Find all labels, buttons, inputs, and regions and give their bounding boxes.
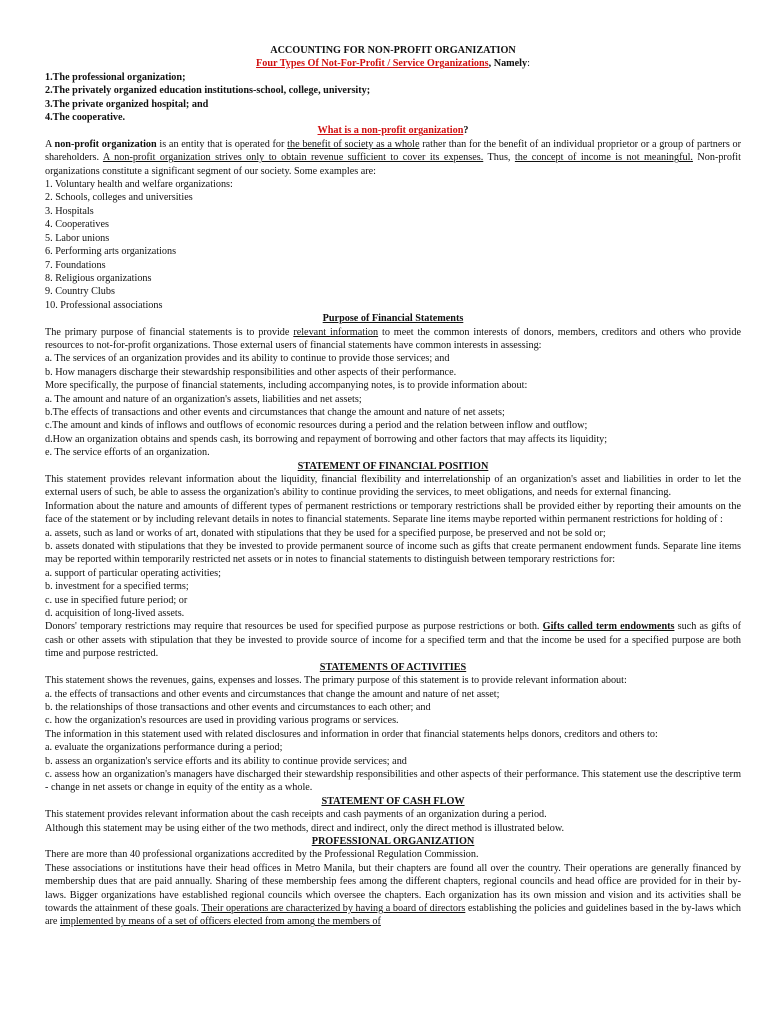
org-type-item: 4.The cooperative.	[45, 112, 126, 124]
sfp-emphasis: an organization's asset and	[506, 474, 620, 485]
sfp-paragraph: Information about the nature and amounts of different types of permanent restrictions or temporary restrictions shall be provided either by reporting their amounts on the face of the statement or by including relevant details in notes to financial statements. Separate line items maybe reported within permanent restrictions for holding of :	[45, 500, 741, 526]
sfp-item: a. assets, such as land or works of art, donated with stipulations that they be used for a specified purpose, be preserved and not be sold or;	[45, 527, 606, 539]
intro-text: A	[45, 138, 55, 150]
example-item: 5. Labor unions	[45, 232, 110, 244]
sfp-emphasis: organization's ability to continue providing the services, to	[223, 487, 462, 499]
soa-emphasis: an organization's	[102, 768, 171, 780]
sfp-emphasis: Donors' temporary restrictions may require that resources be used	[45, 621, 318, 633]
sfp-text: meet obligations, and needs for external financing.	[461, 487, 672, 499]
org-type-item: 2.The privately organized education institutions-school, college, university;	[45, 85, 371, 97]
intro-text: Non-profit organizations constitute a significant segment of our society. Some examples are:	[45, 152, 741, 177]
sfp-text: such as gifts of cash or other assets with stipulation that they be invested to provide source of income for a specified term and that the income be used for a specified purpose are both time and purpose restricted.	[45, 621, 741, 660]
example-item: 4. Cooperatives	[45, 219, 109, 231]
purpose-text: assets;	[332, 393, 362, 405]
example-item: 1. Voluntary health and welfare organizations:	[45, 179, 233, 191]
document-page	[45, 44, 741, 929]
subtitle-rest: , Namely	[488, 58, 528, 70]
purpose-item: b. How managers discharge their stewardship responsibilities and other aspects of their performance.	[45, 366, 457, 378]
question-mark: ?	[463, 125, 469, 137]
purpose-item: a. The services of an organization provides and its ability to continue to provide those services; and	[45, 353, 450, 365]
purpose-underlined: relevant information	[293, 326, 379, 338]
intro-underlined: A non-profit organization strives only to obtain revenue sufficient to cover its expenses.	[102, 152, 484, 164]
document-subtitle	[45, 57, 741, 70]
purpose-list-item: b.The effects of transactions and other events and circumstances that change the amount and nature of net assets;	[45, 406, 505, 418]
sfp-restriction-item: c. use in specified future period; or	[45, 594, 188, 606]
soa-emphasis: c. how the organization's resources are used in	[45, 715, 234, 727]
intro-paragraph	[45, 138, 741, 178]
soa-emphasis: b. assess an organization's service efforts and its ability to	[45, 755, 281, 767]
soa-eval-item: a. evaluate the organizations performance during a period;	[45, 742, 283, 754]
sfp-restriction-item: d. acquisition of long-lived assets.	[45, 608, 185, 620]
purpose-list-item: c.The amount and kinds of inflows and outflows of economic resources during a period and the relation between inflow and outflow;	[45, 420, 588, 432]
soa-paragraph: The information in this statement used with related disclosures and information in order that financial statements helps donors, creditors and others to:	[45, 728, 658, 740]
soa-text: managers have discharged their stewardship responsibilities and other aspects of their performance. This statement use the descriptive term - change in net assets or change in equity of the entity as a whole.	[45, 768, 741, 794]
purpose-heading: Purpose of Financial Statements	[322, 313, 464, 325]
intro-text: rather than for the benefit of an individual proprietor or a group of partners or shareholders.	[45, 138, 741, 164]
intro-text: is an entity that is operated for	[156, 138, 288, 150]
sfp-text: This statement provides relevant information about the liquidity, financial flexibility and interrelationship of	[45, 474, 507, 485]
purpose-text: a. The amount and nature of	[45, 393, 163, 405]
po-underlined: implemented by means of a set of officers elected from among the members of	[59, 916, 381, 928]
sfp-term: Gifts called term endowments	[542, 621, 675, 633]
sfp-paragraph	[45, 473, 741, 500]
sfp-text: liabilities in order to let the external users of such, be able to assess the	[45, 474, 741, 499]
po-text: These associations or institutions have their head offices in Metro Manila, but their chapters are found all over the country. Their operations are generally financed by membership dues that are paid annually. Sharing of these membership fees among the different chapters, regional councils and head office are provided for in their by-laws. Bigger organizations have established regional councils which oversee the chapters. Each organization has its own mission and vision and its activities shall be towards the attainment of these goals.	[45, 862, 741, 914]
org-types-list	[45, 71, 741, 125]
example-item: 3. Hospitals	[45, 205, 94, 217]
sfp-restriction-item: a. support of particular operating activities;	[45, 567, 221, 579]
example-item: 2. Schools, colleges and universities	[45, 192, 193, 204]
intro-text: Thus,	[483, 152, 515, 164]
org-type-item: 3.The private organized hospital; and	[45, 98, 209, 110]
soa-item: a. the effects of transactions and other events and circumstances that change the amount and nature of net asset;	[45, 688, 500, 700]
document-title: ACCOUNTING FOR NON-PROFIT ORGANIZATION	[270, 45, 516, 56]
soa-item	[45, 714, 741, 727]
intro-underlined: the benefit of society as a whole	[287, 138, 420, 150]
scf-paragraph: This statement provides relevant information about the cash receipts and cash payments of an organization during a period.	[45, 809, 547, 821]
subtitle-red: Four Types Of Not-For-Profit / Service Organizations	[256, 58, 489, 70]
examples-list	[45, 178, 741, 312]
question-heading-text: What is a non-profit organization	[317, 125, 464, 137]
purpose-list-item: e. The service efforts of an organization.	[45, 447, 210, 459]
soa-paragraph: This statement shows the revenues, gains, expenses and losses. The primary purpose of this statement is to provide relevant information about:	[45, 675, 627, 687]
soa-heading: STATEMENTS OF ACTIVITIES	[319, 661, 467, 673]
example-item: 8. Religious organizations	[45, 272, 152, 284]
soa-text: providing various programs or services.	[233, 715, 399, 727]
purpose-emphasis: an organization's assets, liabilities and net	[162, 393, 333, 405]
sfp-item: b. assets donated with stipulations that they be invested to provide permanent source of income such as gifts that create permanent endowment funds. Separate line items may be reported within temporarily restricted net assets or in notes to financial statements to distinguish between temporary restrictions for:	[45, 541, 741, 566]
po-underlined: Their operations are characterized by having a board of directors	[201, 903, 466, 914]
purpose-list-item: d.How an organization obtains and spends cash, its borrowing and repayment of borrowing and other factors that may affects its liquidity;	[45, 433, 608, 445]
org-type-item: 1.The professional organization;	[45, 71, 186, 83]
soa-eval-item	[45, 768, 741, 795]
subtitle-colon: :	[527, 58, 530, 70]
sfp-donors-paragraph	[45, 620, 741, 660]
sfp-text: for specified purpose as purpose restrictions or both.	[317, 621, 543, 633]
purpose-text: The primary purpose of financial statements is to provide	[45, 326, 294, 338]
example-item: 9. Country Clubs	[45, 286, 115, 298]
scf-paragraph: Although this statement may be using either of the two methods, direct and indirect, only the direct method is illustrated below.	[45, 822, 565, 834]
soa-text: continue provide services; and	[280, 755, 407, 767]
po-paragraph: There are more than 40 professional organizations accredited by the Professional Regulation Commission.	[45, 849, 479, 861]
soa-eval-item	[45, 755, 741, 768]
example-item: 10. Professional associations	[45, 299, 163, 311]
po-text: establishing the policies and guidelines based in the by-laws which are	[45, 903, 741, 928]
po-paragraph	[45, 862, 741, 929]
scf-heading: STATEMENT OF CASH FLOW	[321, 795, 465, 807]
po-heading: PROFESSIONAL ORGANIZATION	[311, 835, 475, 847]
intro-term: non-profit organization	[54, 138, 157, 150]
purpose-paragraph	[45, 326, 741, 353]
sfp-heading: STATEMENT OF FINANCIAL POSITION	[297, 460, 489, 472]
example-item: 6. Performing arts organizations	[45, 246, 177, 258]
soa-text: c. assess how	[45, 768, 103, 780]
example-item: 7. Foundations	[45, 259, 106, 271]
sfp-restriction-item: b. investment for a specified terms;	[45, 581, 189, 593]
purpose-text: to meet the common interests of donors, members, creditors and others who provide resources to not-for-profit organizations. Those external users of financial statements have common interests in assessing:	[45, 326, 741, 351]
intro-underlined: the concept of income is not meaningful.	[514, 152, 693, 164]
question-heading	[45, 124, 741, 137]
purpose-list-item	[45, 393, 741, 406]
soa-item: b. the relationships of those transactions and other events and circumstances to each other; and	[45, 701, 431, 713]
purpose-more: More specifically, the purpose of financial statements, including accompanying notes, is to provide information about:	[45, 380, 528, 392]
